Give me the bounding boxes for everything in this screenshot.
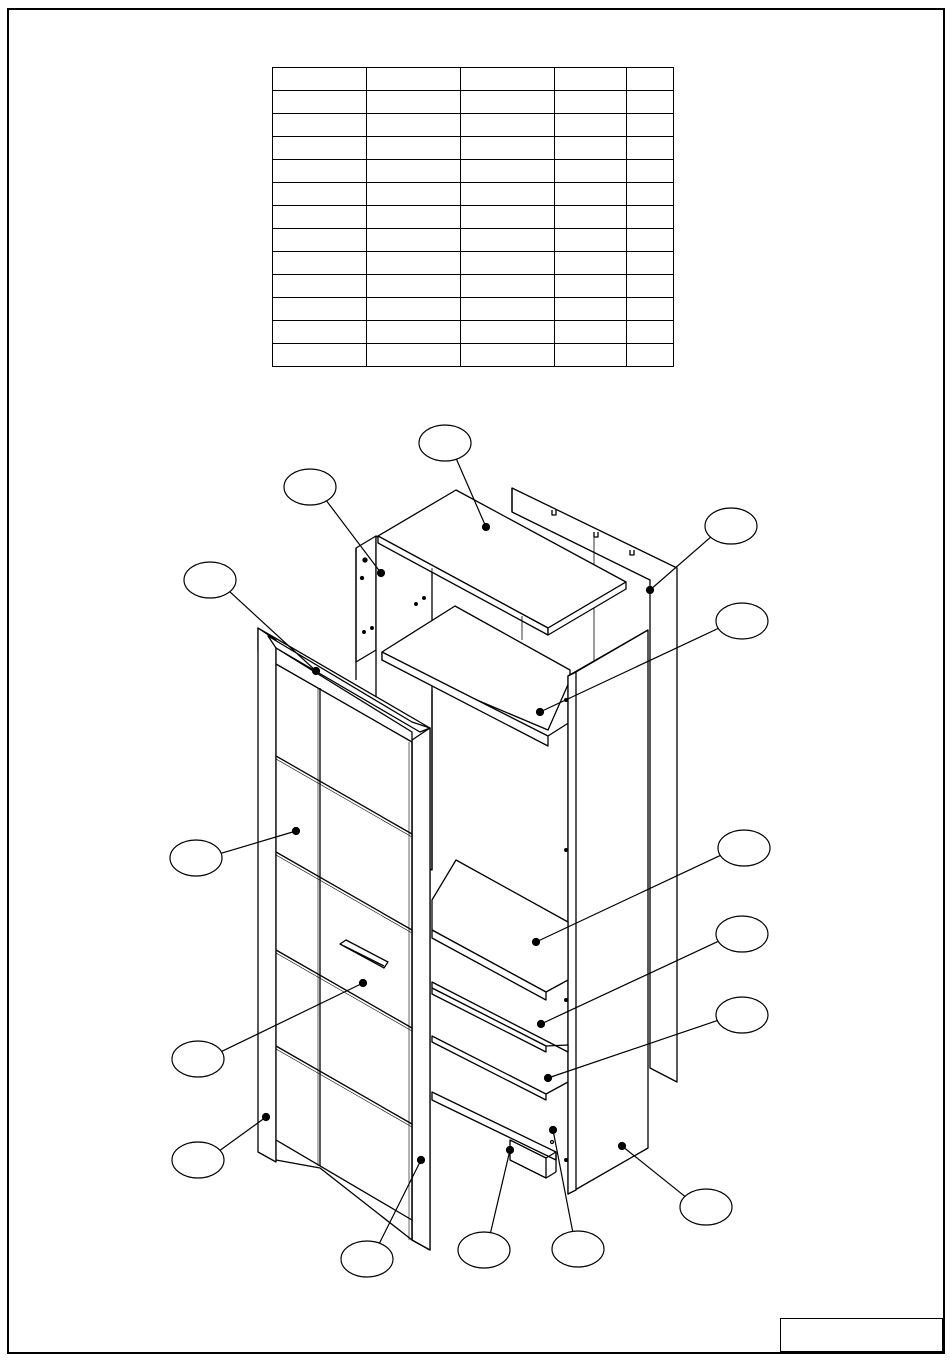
leader-line [327,501,381,573]
callout-bubble [718,830,770,866]
leader-dot [313,668,320,675]
callout-bubble [680,1189,732,1225]
callout-bubble [341,1241,393,1277]
callout-bubble [716,916,768,952]
callout-bubble [184,562,236,598]
leader-dot [545,1075,552,1082]
leader-dot [538,1021,545,1028]
leader-dot [647,587,654,594]
callout-bubble [170,840,222,876]
callout-bubble [419,425,471,461]
callout-plinth [458,1147,514,1269]
middle-shelf [432,860,568,1000]
leader-dot [537,709,544,716]
door-assembly [258,628,430,1250]
leader-dot [483,524,490,531]
callout-bubble [172,1142,224,1178]
leader-dot [360,980,367,987]
leader-dot [533,939,540,946]
title-block [780,1318,943,1352]
callout-bubble [458,1232,510,1268]
callout-bubble [705,508,757,544]
callout-bubble [716,997,768,1033]
callout-bubble [284,469,336,505]
leader-line [491,1150,510,1233]
callout-door-left-stile [172,1114,270,1179]
plinth [432,1092,556,1178]
right-side-panel [565,630,648,1194]
leader-dot [263,1114,270,1121]
callout-bubble [552,1231,604,1267]
leader-line [622,1146,685,1196]
leader-dot [378,570,385,577]
callout-bubble [716,603,768,639]
leader-dot [619,1143,626,1150]
callout-bubble [172,1041,224,1077]
leader-dot [550,1127,557,1134]
leader-dot [293,828,300,835]
leader-dot [507,1147,514,1154]
leader-dot [418,1157,425,1164]
lower-shelf-1 [432,982,568,1052]
